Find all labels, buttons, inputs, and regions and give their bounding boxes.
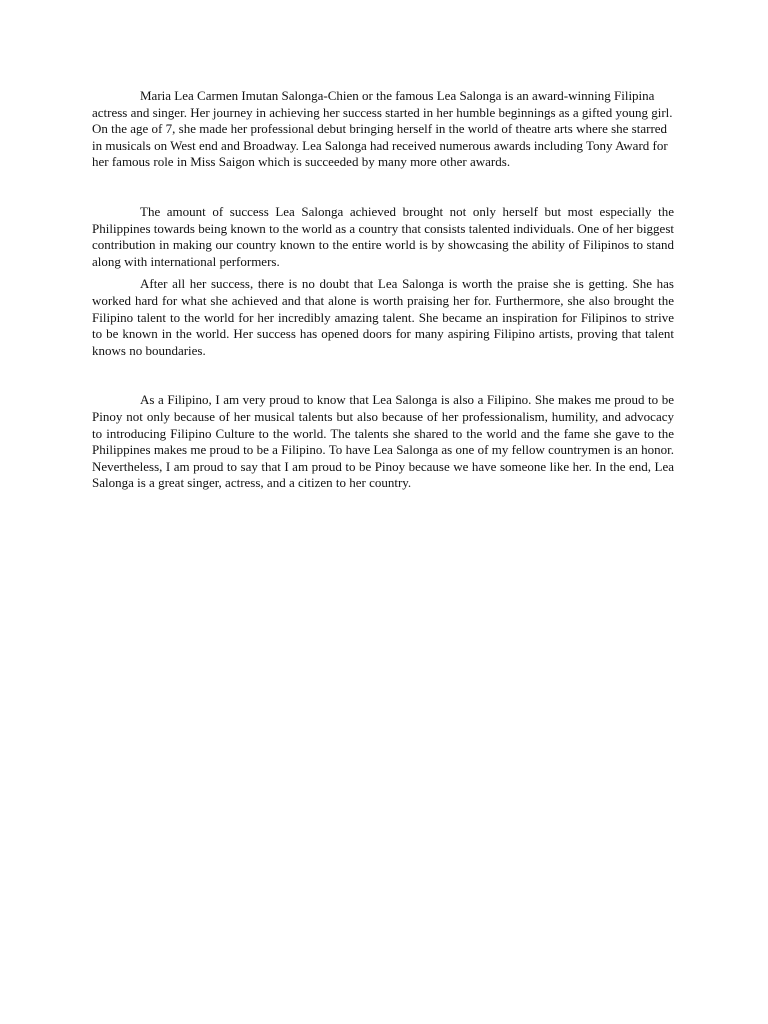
paragraph-introduction: Maria Lea Carmen Imutan Salonga-Chien or the famous Lea Salonga is an award-winning Filipina actress and singer. Her journey in achieving her success started in her humble beginnings as a gifted young girl. On the age of 7, she made her professional debut bringing herself in the world of theatre arts where she starred in musicals on West end and Broadway. Lea Salonga had received numerous awards including Tony Award for her famous role in Miss Saigon which is succeeded by many more other awards.: [92, 88, 673, 170]
paragraph-worth-praise: After all her success, there is no doubt that Lea Salonga is worth the praise she is getting. She has worked hard for what she achieved and that alone is worth praising her for. Furthermore, she also brought the Filipino talent to the world for her incredibly amazing talent. She became an inspiration for Filipinos to strive to be known in the world. Her success has opened doors for many aspiring Filipino artists, proving that talent knows no boundaries.: [92, 276, 674, 358]
document-body: [92, 88, 674, 492]
paragraph-filipino-pride: As a Filipino, I am very proud to know that Lea Salonga is also a Filipino. She makes me proud to be Pinoy not only because of her musical talents but also because of her professionalism, humility, and advocacy to introducing Filipino Culture to the world. The talents she shared to the world and the fame she gave to the Philippines makes me proud to be a Filipino. To have Lea Salonga as one of my fellow countrymen is an honor. Nevertheless, I am proud to say that I am proud to be Pinoy because we have someone like her. In the end, Lea Salonga is a great singer, actress, and a citizen to her country.: [92, 392, 674, 491]
paragraph-success-impact: The amount of success Lea Salonga achieved brought not only herself but most especially the Philippines towards being known to the world as a country that consists talented individuals. One of her biggest contribution in making our country known to the entire world is by showcasing the ability of Filipinos to stand along with international performers.: [92, 203, 674, 269]
